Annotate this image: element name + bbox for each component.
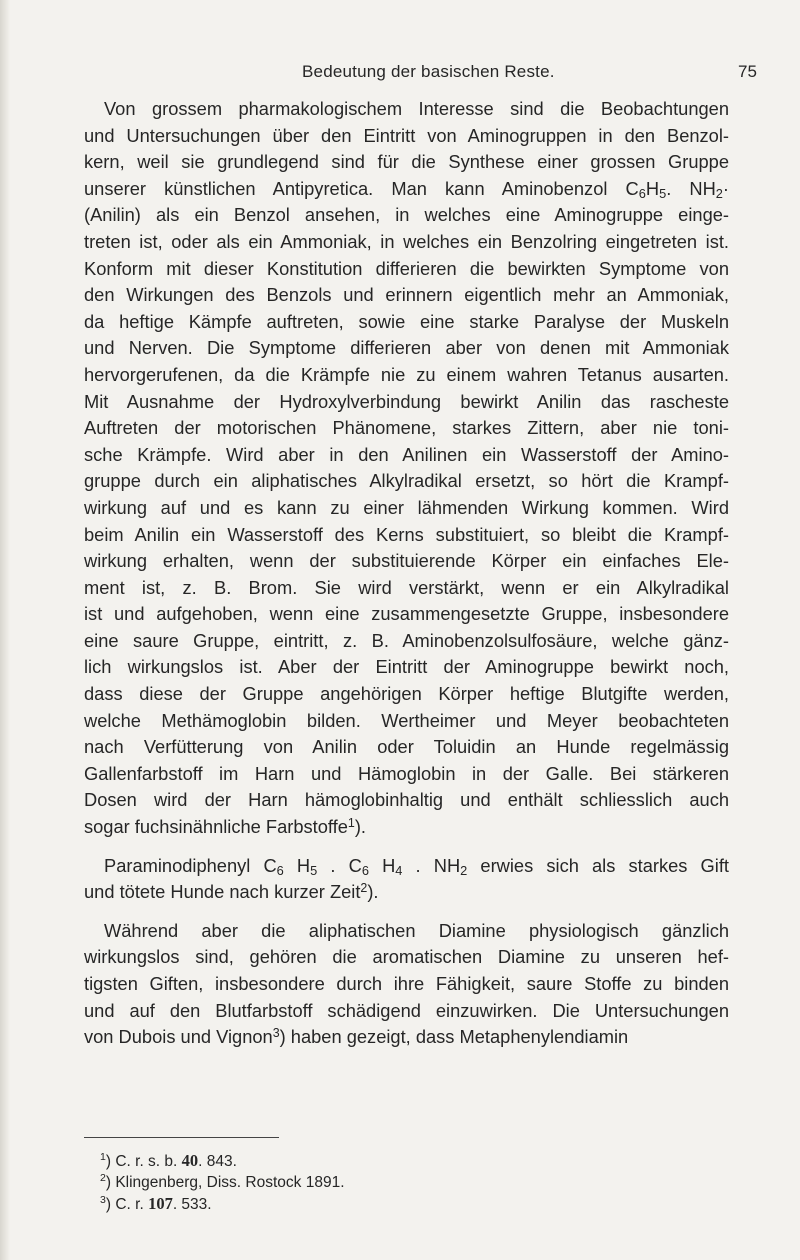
book-spine-shadow [0,0,10,1260]
text-line: sche Krämpfe. Wird aber in den Anilinen ein Wasserstoff der Amino- [84,443,729,465]
formula-subscript: 2 [460,862,468,878]
text-line: dass diese der Gruppe angehörigen Körper heftige Blutgifte werden, [84,683,729,705]
footnotes [100,1150,345,1215]
footnote: $^1$) C. r. s. b. 40. 843. [100,1151,237,1170]
text-line: ist und aufgehoben, wenn eine zusammengesetzte Gruppe, insbesondere [84,603,729,625]
footnote-rule [84,1137,279,1138]
text-line: hervorgerufenen, da die Krämpfe nie zu einem wahren Tetanus ausarten. [84,363,729,385]
text-line: Von grossem pharmakologischem Interesse sind die Beobachtungen [104,98,729,119]
volume-number: 107 [148,1194,173,1213]
formula-subscript: 6 [638,185,646,201]
footnote: $^3$) C. r. 107. 533. [100,1194,212,1213]
text-line: (Anilin) als ein Benzol ansehen, in welches eine Aminogruppe einge- [84,204,729,226]
volume-number: 40 [181,1151,199,1170]
footnote-marker: 1 [347,816,355,831]
paragraph-3 [84,918,729,1051]
text-line: Während aber die aliphatischen Diamine physiologisch gänzlich [104,919,729,941]
text-line: und Nerven. Die Symptome differieren aber von denen mit Ammoniak [84,337,729,359]
text-line: kern, weil sie grundlegend sind für die Synthese einer grossen Gruppe [84,151,729,173]
text-line: welche Methämoglobin bilden. Wertheimer und Meyer beobachteten [84,709,729,731]
formula-subscript: 5 [310,862,318,878]
formula-subscript: 5 [659,185,667,201]
text-line: unserer künstlichen Antipyretica. Man kann Aminobenzol $C_6H_5$. $NH_2\cdot$ [84,177,730,201]
text-line: Dosen wird der Harn hämoglobinhaltig und enthält schliesslich auch [84,789,729,811]
text-line: Konform mit dieser Konstitution differieren die bewirkten Symptome von [84,257,729,279]
page-number: 75 [738,62,757,81]
formula-subscript: 6 [361,862,369,878]
text-line: und tötete Hunde nach kurzer Zeit$^2$). [84,881,379,903]
text-line: da heftige Kämpfe auftreten, sowie eine starke Paralyse der Muskeln [84,310,729,332]
footnote-marker: 2 [100,1171,106,1184]
paragraph-1 [84,96,729,853]
text-line: Auftreten der motorischen Phänomene, starkes Zittern, aber nie toni- [84,417,729,439]
text-line: und auf den Blutfarbstoff schädigend einzuwirken. Die Untersuchungen [84,999,729,1021]
footnote-marker: 2 [360,881,368,896]
running-title: Bedeutung der basischen Reste. [302,62,555,81]
text-line: lich wirkungslos ist. Aber der Eintritt der Aminogruppe bewirkt noch, [84,656,729,678]
text-line: eine saure Gruppe, eintritt, z. B. Aminobenzolsulfosäure, welche gänz- [84,629,729,651]
text-line: treten ist, oder als ein Ammoniak, in welches ein Benzolring eingetreten ist. [84,230,729,252]
formula-subscript: 2 [715,185,723,201]
formula-subscript: 6 [276,862,284,878]
text-line: Paraminodiphenyl $C_6$ $H_5$ . $C_6$ $H_4$ . $NH_2$ erwies sich als starkes Gift [104,854,729,878]
text-line: beim Anilin ein Wasserstoff des Kerns substituiert, so bleibt die Krampf- [84,523,729,545]
text-line: von Dubois und Vignon$^3$) haben gezeigt, dass Metaphenylendiamin [84,1026,629,1048]
text-line: nach Verfütterung von Anilin oder Toluidin an Hunde regelmässig [84,736,729,758]
text-line: wirkung auf und es kann zu einer lähmenden Wirkung kommen. Wird [84,496,729,518]
text-line: wirkungslos sind, gehören die aromatischen Diamine zu unseren hef- [84,946,729,968]
text-line: Gallenfarbstoff im Harn und Hämoglobin in der Galle. Bei stärkeren [84,762,729,784]
footnote-marker: 1 [100,1151,106,1163]
text-line: sogar fuchsinähnliche Farbstoffe$^1$). [84,816,366,838]
text-line: Mit Ausnahme der Hydroxylverbindung bewirkt Anilin das rascheste [84,390,729,412]
text-line: ment ist, z. B. Brom. Sie wird verstärkt, wenn er ein Alkylradikal [84,576,729,598]
text-line: den Wirkungen des Benzols und erinnern eigentlich mehr an Ammoniak, [84,284,729,306]
text-line: und Untersuchungen über den Eintritt von Aminogruppen in den Benzol- [84,124,729,146]
footnote-marker: 3 [272,1026,280,1041]
footnote: $^2$) Klingenberg, Diss. Rostock 1891. [100,1171,345,1191]
body-text [84,96,729,1051]
paragraph-2 [84,853,729,918]
footnote-marker: 3 [100,1194,106,1206]
text-line: gruppe durch ein aliphatisches Alkylradikal ersetzt, so hört die Krampf- [84,470,729,492]
formula-subscript: 4 [395,862,403,878]
text-line: wirkung erhalten, wenn der substituierende Körper ein einfaches Ele- [84,550,729,572]
text-line: tigsten Giften, insbesondere durch ihre Fähigkeit, saure Stoffe zu binden [84,973,729,994]
